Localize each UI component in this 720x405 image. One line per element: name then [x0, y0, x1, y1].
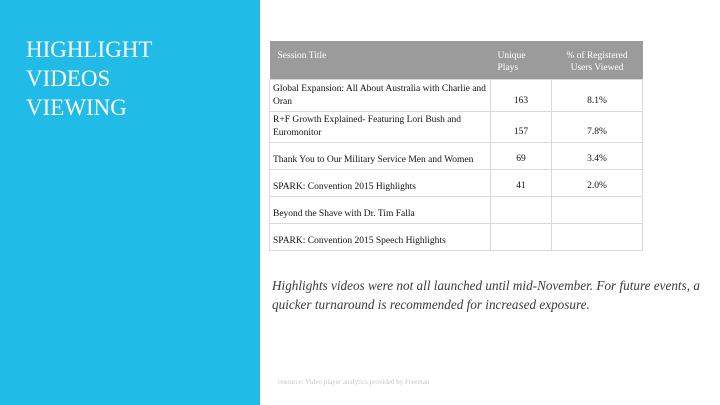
- cell-percent-viewed: [552, 197, 643, 224]
- title-line: VIEWING: [26, 95, 127, 120]
- title-line: HIGHLIGHT: [26, 37, 153, 62]
- cell-session-title: Thank You to Our Military Service Men and Women: [270, 143, 491, 170]
- header-session-title: Session Title: [270, 41, 491, 80]
- header-unique-plays: Unique Plays: [491, 41, 552, 80]
- table-header-row: [270, 41, 643, 80]
- highlights-note: Highlights videos were not all launched until mid-November. For future events, a quicker turnaround is recommended for increased exposure.: [272, 278, 700, 312]
- cell-unique-plays: 69: [491, 143, 552, 170]
- table-row: [270, 224, 643, 251]
- cell-unique-plays: [491, 224, 552, 251]
- cell-session-title: Global Expansion: All About Australia with Charlie and Oran: [270, 80, 491, 112]
- table-row: [270, 170, 643, 197]
- source-footnote: resource: Video player analytics provided by Freeman: [278, 378, 430, 386]
- table-row: [270, 143, 643, 170]
- header-percent-viewed: % of Registered Users Viewed: [552, 41, 643, 80]
- cell-percent-viewed: 7.8%: [552, 112, 643, 143]
- cell-unique-plays: [491, 197, 552, 224]
- sessions-table: [269, 41, 643, 251]
- cell-percent-viewed: 3.4%: [552, 143, 643, 170]
- cell-session-title: Beyond the Shave with Dr. Tim Falla: [270, 197, 491, 224]
- cell-percent-viewed: 8.1%: [552, 80, 643, 112]
- side-panel: [0, 0, 260, 405]
- cell-percent-viewed: [552, 224, 643, 251]
- cell-session-title: SPARK: Convention 2015 Highlights: [270, 170, 491, 197]
- cell-session-title: R+F Growth Explained- Featuring Lori Bush and Euromonitor: [270, 112, 491, 143]
- slide-title: [26, 35, 246, 122]
- table-row: [270, 80, 643, 112]
- title-line: VIDEOS: [26, 66, 111, 91]
- cell-percent-viewed: 2.0%: [552, 170, 643, 197]
- table-row: [270, 112, 643, 143]
- cell-session-title: SPARK: Convention 2015 Speech Highlights: [270, 224, 491, 251]
- cell-unique-plays: 163: [491, 80, 552, 112]
- cell-unique-plays: 41: [491, 170, 552, 197]
- cell-unique-plays: 157: [491, 112, 552, 143]
- table-row: [270, 197, 643, 224]
